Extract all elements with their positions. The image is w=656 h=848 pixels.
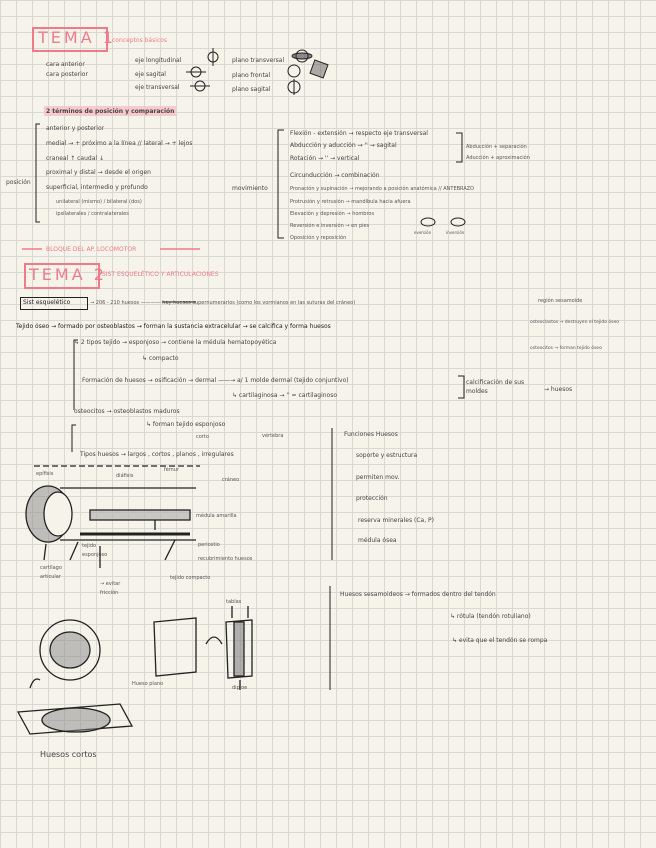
tipos-tejido: ↳ 2 tipos tejido → esponjoso → contiene la médula hematopoyética — [74, 339, 277, 346]
term-item: superficial, intermedio y profundo — [46, 184, 148, 191]
label-cartilago: cartílago articular — [40, 565, 62, 580]
side-note: osteoclastos → destruyen el tejido óseo — [530, 320, 619, 325]
tema2-title: TEMA 2 — [29, 265, 107, 284]
sesamoideos-evita: ↳ evita que el tendón se rompa — [452, 637, 548, 644]
term-item: ipsilaterales / contralaterales — [56, 211, 129, 217]
formacion-huesos: Formación de huesos → osificación → dermal ——→ a/ 1 molde dermal (tejido conjuntivo) — [82, 377, 349, 384]
sist-line: → 206 - 210 huesos ———— hay huesos supernumerarios (como los vormianos en las suturas del cráneo) — [90, 300, 356, 306]
term-item: proximal y distal → desde el origen — [46, 169, 151, 176]
tema1-cell: plano frontal — [232, 72, 271, 79]
tema1-cell: eje longitudinal — [135, 57, 182, 64]
tipos-note: vértebra — [262, 433, 284, 439]
sesamoideos-title: Huesos sesamoideos → formados dentro del tendón — [340, 591, 496, 598]
tipos-note: cráneo — [222, 477, 240, 483]
movement-item: Pronación y supinación → mejorando a posición anatómica // ANTEBRAZO — [290, 186, 475, 192]
calcificacion: calcificación de sus moldes — [466, 379, 525, 395]
term-item: medial → + próximo a la línea // lateral → + lejos — [46, 140, 193, 147]
movement-item: Rotación → '' → vertical — [290, 155, 360, 162]
movement-item: Reversión e inversión → en pies — [290, 223, 370, 229]
funcion-item: permiten mov. — [356, 474, 400, 481]
sist-label: Sist esquelético — [23, 299, 71, 306]
side-note: osteocitos → forman tejido óseo — [530, 346, 602, 351]
cartilaginosa: ↳ cartilaginosa → '' = cartilaginoso — [232, 392, 338, 399]
sesamoideos-rotula: ↳ rótula (tendón rotuliano) — [450, 613, 531, 620]
label-medula: médula amarilla — [196, 513, 237, 519]
movement-item: Abducción y aducción → '' → sagital — [290, 142, 397, 149]
label-tejido-esponjoso: tejido esponjoso — [82, 543, 108, 558]
region-sesamoide: región sesamoide — [538, 298, 583, 304]
terms-header: 2 términos de posición y comparación — [46, 108, 175, 115]
label-hueso-plano: Hueso plano — [132, 681, 164, 687]
tema1-cell: eje transversal — [135, 84, 180, 91]
tema1-subtitle: conceptos básicos — [112, 37, 168, 44]
tipos-note: fémur — [164, 467, 179, 473]
tipos-note: corto — [196, 434, 209, 440]
term-item: anterior y posterior — [46, 125, 105, 132]
movement-item: Protrusión y retrusión → mandíbula hacia afuera — [290, 199, 411, 205]
osteocitos: osteocitos → osteoblastos maduros — [74, 408, 180, 415]
huesos-result: → huesos — [544, 386, 573, 393]
movement-note: Aducción + aproximación — [466, 155, 530, 161]
tema2-subtitle: SIST ESQUELÉTICO Y ARTICULACIONES — [102, 271, 219, 278]
funcion-item: médula ósea — [358, 537, 397, 544]
label-tejido-compacto: tejido compacto — [170, 575, 211, 581]
label-huesos-cortos: Huesos cortos — [40, 750, 97, 759]
tejido-oseo: Tejido óseo → formado por osteoblastos → forman la sustancia extracelular → se calcifica y forma huesos — [16, 323, 331, 330]
tema1-cell: eje sagital — [135, 71, 166, 78]
movement-item: Elevación y depresión → hombros — [290, 211, 375, 217]
term-item: unilateral (mismo) / bilateral (dos) — [56, 199, 142, 205]
movement-side-label: movimiento — [232, 185, 268, 192]
tema1-cell: plano sagital — [232, 86, 271, 93]
bloque-label: BLOQUE DEL AP. LOCOMOTOR — [46, 246, 137, 253]
foot-note: inversión — [446, 230, 465, 235]
label-cartilago-sub: → evitar fricción — [100, 581, 121, 596]
tejido-compacto: ↳ compacto — [142, 355, 179, 362]
movement-note: Abducción + separación — [466, 144, 527, 150]
foot-note: eversión — [414, 230, 432, 235]
terms-side-label: posición — [6, 179, 31, 186]
movement-item: Circunducción → combinación — [290, 172, 380, 179]
label-epifisis: epífisis — [36, 471, 54, 477]
tema1-cell: cara anterior — [46, 61, 85, 68]
movement-item: Oposición y reposición — [290, 235, 347, 241]
tema1-cell: cara posterior — [46, 71, 88, 78]
funcion-item: reserva minerales (Ca, P) — [358, 517, 434, 524]
funciones-title: Funciones Huesos — [344, 431, 398, 438]
label-periostio-sub: recubrimiento huesos — [198, 556, 253, 562]
label-periostio: periostio — [198, 542, 220, 548]
label-diploe: diploe — [232, 685, 248, 691]
movement-item: Flexión - extensión → respecto eje transversal — [290, 130, 428, 137]
funcion-item: protección — [356, 495, 388, 502]
forman-esponjoso: ↳ forman tejido esponjoso — [146, 421, 226, 428]
tema1-title: TEMA 1 — [38, 28, 116, 47]
label-tablas: tablas — [226, 599, 242, 605]
term-item: craneal ↑ caudal ↓ — [46, 155, 104, 162]
tipos-huesos: Tipos huesos → largos , cortos , planos , irregulares — [80, 451, 234, 458]
tema1-cell: plano transversal — [232, 57, 285, 64]
label-diafisis: diáfisis — [116, 473, 134, 479]
funcion-item: soporte y estructura — [356, 452, 418, 459]
